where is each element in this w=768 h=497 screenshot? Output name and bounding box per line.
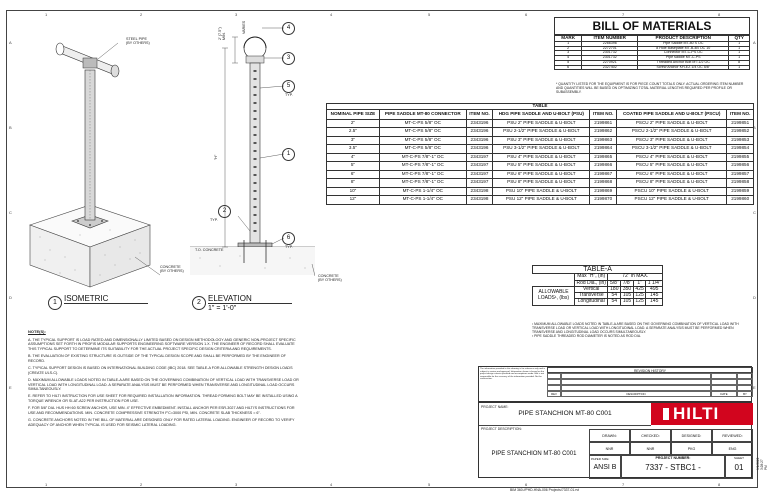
zone-left-A: A xyxy=(9,40,12,45)
table-cell: MT-C-PS 7/8"-1" OC xyxy=(379,179,466,188)
table-cell: 2343198 xyxy=(466,187,493,196)
table-a-direction: Vertical xyxy=(575,286,608,292)
zone-top-6: 6 xyxy=(525,12,528,17)
table-a xyxy=(532,265,663,306)
table-cell: PSU 3-1/2" PIPE SADDLE & U-BOLT xyxy=(493,145,590,154)
bom-cell: 5 xyxy=(555,60,582,65)
table-cell: 2199858 xyxy=(727,179,754,188)
elev-channel-post xyxy=(250,63,260,243)
signoff-role: CHECKED: xyxy=(630,429,671,442)
table-cell: 2199853 xyxy=(727,136,754,145)
iso-channel-post xyxy=(85,70,95,220)
callout-2: 2 xyxy=(218,205,231,218)
typ-label-6: TYP. xyxy=(285,245,293,249)
table-cell: 2343197 xyxy=(466,179,493,188)
table-cell: 2343197 xyxy=(466,170,493,179)
bom-cell: 2301732 xyxy=(582,56,638,61)
zone-bottom-6: 6 xyxy=(525,482,528,487)
disclaimer: The information provided in this drawing is for reference only and is subject to review and approval. Information shown is based on the project design criteria specified and assumptions made. Hilti is not responsible for the accuracy of the information provided. Not for construction. xyxy=(480,368,546,381)
table-a-value: 54 xyxy=(608,299,621,305)
revision-cell: DESCRIPTION xyxy=(561,391,711,397)
table-cell: 2199851 xyxy=(727,119,754,128)
table-a-value: 495 xyxy=(646,286,663,292)
signoff-initials: NNR xyxy=(630,442,671,455)
bom-cell: 1 xyxy=(729,51,750,56)
file-path: BIM 360://PHD-HNA-006 Projects/7337-01.rvt xyxy=(510,488,579,492)
zone-right-A: A xyxy=(753,40,756,45)
signoff-initials: NNR xyxy=(589,442,630,455)
zone-bottom-3: 3 xyxy=(235,482,238,487)
table-cell: PSCU 2" PIPE SADDLE & U-BOLT xyxy=(617,119,727,128)
bom-cell: Connector MT-C-PS OC xyxy=(638,51,729,56)
revision-row xyxy=(547,391,753,397)
zone-bottom-7: 7 xyxy=(622,482,625,487)
to-concrete-label: T.O. CONCRETE xyxy=(195,248,224,252)
table-cell: PSCU 5" PIPE SADDLE & U-BOLT xyxy=(617,162,727,171)
callout-6: 6 xyxy=(282,232,295,245)
table-row xyxy=(327,170,754,179)
table-row xyxy=(327,196,754,205)
paper-size-label: PAPER SIZE: xyxy=(591,457,610,461)
table-a-value: 145 xyxy=(646,299,663,305)
table-cell: 2343197 xyxy=(466,162,493,171)
bom-cell: 1 xyxy=(729,56,750,61)
table-header-cell: ITEM NO. xyxy=(466,109,493,119)
table-cell: 2199860 xyxy=(727,196,754,205)
table-cell: PSU 4" PIPE SADDLE & U-BOLT xyxy=(493,153,590,162)
table-header-cell: NOMINAL PIPE SIZE xyxy=(327,109,380,119)
table-header-cell: ITEM NO. xyxy=(727,109,754,119)
table-title: TABLE xyxy=(327,104,754,110)
table-cell: 3" xyxy=(327,136,380,145)
table-row xyxy=(327,153,754,162)
project-name: PIPE STANCHION MT-80 C001 xyxy=(518,410,612,417)
callout-5: 5 xyxy=(282,80,295,93)
note-item: F. FOR 5/8" DIA. HUS HH 60 SCREW ANCHOR, USE MIN. 4" EFFECTIVE EMBEDMENT. INSTALL ANCHOR PER ESR-3027 AND HILTI'S INSTRUCTIONS FOR USE AND RECOMMENDATIONS. MIN. CONCRETE COMPRESSIVE STRENGTH F'C=3000 PSI, MIN. CONCRETE SLAB THICKNESS = 6". xyxy=(28,406,295,415)
project-number: 7337 - STBC1 - xyxy=(645,463,701,472)
bom-cell: 2 xyxy=(555,46,582,51)
table-cell: 2199862 xyxy=(590,128,617,137)
signoff-initials: ENG xyxy=(712,442,753,455)
view-title-elevation: ELEVATION xyxy=(208,294,292,304)
table-cell: PSU 8" PIPE SADDLE & U-BOLT xyxy=(493,179,590,188)
table-cell: 2343197 xyxy=(466,153,493,162)
table-a-value: 350 xyxy=(621,286,634,292)
table-cell: 4" xyxy=(327,153,380,162)
table-cell: 2199854 xyxy=(727,145,754,154)
table-cell: PSCU 3-1/2" PIPE SADDLE & U-BOLT xyxy=(617,145,727,154)
table-cell: 2199863 xyxy=(590,136,617,145)
zone-top-3: 3 xyxy=(235,12,238,17)
bom-cell: 2270921 xyxy=(582,60,638,65)
note-item: E. REFER TO HILTI INSTRUCTION FOR USE SHEET FOR REQUIRED INSTALLATION INFORMATION. THREAD FORMING BOLT MAY BE INSTALLED USING A TORQUE WRENCH OR SI-AT-A22 PER INSTRUCTION FOR USE. xyxy=(28,394,298,403)
zone-top-8: 8 xyxy=(718,12,721,17)
table-cell: 2" xyxy=(327,119,380,128)
bom-cell: 1 xyxy=(555,41,582,46)
signoff-grid xyxy=(589,429,753,455)
note-item: D. MAXIMUM ALLOWABLE LOADS NOTED IN TABLE-A ARE BASED ON THE GOVERNING COMBINATION OF VERTICAL LOAD WITH TRANSVERSE LOAD OR VERTICAL LOAD WITH LONGITUDINAL LOAD. A SEPARATE ANALYSIS MUST BE PERFORMED WHEN TRANSVERSE AND LONGITUDINAL LOAD OCCURS SIMULTANEOUSLY. xyxy=(28,378,299,391)
revision-table xyxy=(547,373,753,397)
bom-cell: 1 xyxy=(729,65,750,70)
table-cell: 12" xyxy=(327,196,380,205)
table-cell: 2199861 xyxy=(590,119,617,128)
hilti-logo xyxy=(651,403,753,425)
table-a-value: 125 xyxy=(635,298,644,305)
signoff-role: REVIEWED: xyxy=(712,429,753,442)
table-header-cell: ITEM NO. xyxy=(590,109,617,119)
bom-header-cell: MARK xyxy=(555,36,582,42)
title-block-main xyxy=(478,402,752,478)
note-item: C. TYPICAL SUPPORT DESIGN IS BASED ON INTERNATIONAL BUILDING CODE (IBC) 2018. SEE TABLE-A FOR ALLOWABLE STRENGTH DESIGN LOADS (CREATE ULS-C). xyxy=(28,366,293,375)
table-a-rod-size: 7/8" xyxy=(622,279,632,286)
bom-cell: Pipe saddle MT-C-PS xyxy=(638,56,729,61)
bom-cell: 2266396 xyxy=(582,41,638,46)
zone-left-E: E xyxy=(9,385,12,390)
table-cell: 2.5" xyxy=(327,128,380,137)
table-cell: PSU 10" PIPE SADDLE & U-BOLT xyxy=(493,187,590,196)
table-cell: PSU 5" PIPE SADDLE & U-BOLT xyxy=(493,162,590,171)
signoff-role: DRAWN: xyxy=(589,429,630,442)
table-header-row xyxy=(327,109,754,119)
table-cell: MT-C-PS 7/8"-1" OC xyxy=(379,162,466,171)
bom-cell: 8 Hole Baseplate MT-B-4B OC 10 xyxy=(638,46,729,51)
table-cell: 2199866 xyxy=(590,162,617,171)
bom-cell: 8 xyxy=(729,60,750,65)
view-number-isometric: 1 xyxy=(48,296,62,310)
table-a-value: 425 xyxy=(635,285,644,292)
revision-cell: BY xyxy=(737,391,753,397)
bom-title: BILL OF MATERIALS xyxy=(554,17,750,35)
project-description-label: PROJECT DESCRIPTION: xyxy=(481,427,522,431)
dim-top-label: 2' (7.5") MIN. xyxy=(218,27,227,40)
table-a-value: 180 xyxy=(608,286,621,292)
table-cell: 6" xyxy=(327,170,380,179)
project-description: PIPE STANCHION MT-80 C001 xyxy=(491,451,577,457)
table-header-cell: HDG PIPE SADDLE AND U-BOLT (PSU) xyxy=(493,109,590,119)
bom-cell: 4 xyxy=(555,56,582,61)
concrete-label-elev: CONCRETE (BY OTHERS) xyxy=(318,274,342,283)
isometric-view xyxy=(20,25,170,300)
table-header-cell: COATED PIPE SADDLE AND U-BOLT (PSCU) xyxy=(617,109,727,119)
table-cell: PSU 12" PIPE SADDLE & U-BOLT xyxy=(493,196,590,205)
view-scale-elevation: 1" = 1'-0" xyxy=(208,305,237,312)
table-cell: MT-C-PS 5/8" OC xyxy=(379,119,466,128)
table-cell: 2343196 xyxy=(466,119,493,128)
table-a-rod-size: 1 1/4" xyxy=(647,279,661,286)
note-item: B. THE EVALUATION OF EXISTING STRUCTURE IS OUTSIDE OF THE TYPICAL DESIGN SCOPE AND SHALL BE PERFORMED BY THE ENGINEER OF RECORD. xyxy=(28,354,286,363)
revision-history-heading: REVISION HISTORY xyxy=(547,367,753,373)
dim-h-label: "H" xyxy=(214,154,218,160)
table-row xyxy=(327,179,754,188)
table-cell: 2199869 xyxy=(590,187,617,196)
table-a-rod-size: 5/8" xyxy=(609,279,619,286)
bom-cell: 6 xyxy=(555,65,582,70)
zone-bottom-1: 1 xyxy=(45,482,48,487)
table-cell: PSU 6" PIPE SADDLE & U-BOLT xyxy=(493,170,590,179)
table-cell: PSCU 8" PIPE SADDLE & U-BOLT xyxy=(617,179,727,188)
zone-right-E: E xyxy=(753,385,756,390)
table-row xyxy=(327,119,754,128)
bom-note: * QUANTITY LISTED FOR THE EQUIPMENT IS FOR PIECE COUNT TOTALS ONLY. ACTUAL ORDERING ITEM NUMBER AND QUANTITIES WILL BE BASED ON OPTIMIZING TOTAL MATERIAL LENGTHS REQUIRED PER PROFILE OR SUBASSEMBLY. xyxy=(556,82,744,95)
table-cell: MT-C-PS 1-1/4" OC xyxy=(379,187,466,196)
side-stamp: 9/1/2022 3:28:27 PM xyxy=(756,457,768,470)
table-row xyxy=(327,162,754,171)
view-title-isometric: ISOMETRIC xyxy=(64,294,148,304)
bom-cell: Screw Anchor KH-EZ 1/4 OC 5/8" xyxy=(638,65,729,70)
table-header-cell: PIPE SADDLE MT-80 CONNECTOR xyxy=(379,109,466,119)
note-item: A. THE TYPICAL SUPPORT IS LOAD RATED AND DIMENSIONALLY LIMITED BASED ON DESIGN METHODOLOGY AND GENERIC NON-PROJECT SPECIFIC ASSUMPTIONS SET FORTH IN PROFIS MODULAR SUPPORTS ENGINEERING SOFTWARE VERSION 1.X. THE ENGINEER OF RECORD SHALL EVALUATE THIS TYPICAL SUPPORT TO DETERMINE ITS SUITABILITY FOR THE ACTUAL PROJECT SPECIFIC DESIGN CRITERIA AND REQUIREMENTS. xyxy=(28,338,296,351)
table-cell: MT-C-PS 5/8" OC xyxy=(379,136,466,145)
zone-top-4: 4 xyxy=(330,12,333,17)
zone-top-5: 5 xyxy=(428,12,431,17)
paper-size-cell xyxy=(589,455,621,479)
project-name-label: PROJECT NAME: xyxy=(481,405,509,409)
table-a-value: 105 xyxy=(621,293,634,299)
view-number-elevation: 2 xyxy=(192,296,206,310)
table-cell: PSCU 10" PIPE SADDLE & U-BOLT xyxy=(617,187,727,196)
signoff-role: DESIGNED: xyxy=(671,429,712,442)
paper-size-value: ANSI B xyxy=(593,464,617,471)
bom-cell: 1 xyxy=(729,41,750,46)
table-cell: 2343196 xyxy=(466,136,493,145)
table-cell: 2199864 xyxy=(590,145,617,154)
callout-1: 1 xyxy=(282,148,295,161)
zone-right-B: B xyxy=(753,125,756,130)
table-a-maxh-value: 72" in MAX. xyxy=(608,274,663,280)
bom-cell: 1 xyxy=(729,46,750,51)
table-a-direction: Transverse xyxy=(575,293,608,299)
bom-cell: 2327402 xyxy=(582,65,638,70)
pipe-saddle-table xyxy=(326,103,754,205)
table-cell: 2343196 xyxy=(466,145,493,154)
table-a-value: 145 xyxy=(646,293,663,299)
steel-pipe-label: STEEL PIPE (BY OTHERS) xyxy=(126,37,150,46)
zone-top-7: 7 xyxy=(622,12,625,17)
zone-top-1: 1 xyxy=(45,12,48,17)
table-a-note: ¹ MAXIMUM ALLOWABLE LOADS NOTED IN TABLE-A ARE BASED ON THE GOVERNING COMBINATION OF VERTICAL LOAD WITH TRANSVERSE LOAD OR VERTICAL LOAD WITH LONGITUDINAL LOAD. A SEPARATE ANALYSIS MUST BE PERFORMED WHEN TRANSVERSE AND LONGITUDINAL LOAD OCCURS SIMULTANEOUSLY. ² PIPE SADDLE THREADED ROD DIAMETER IS NOTED AS ROD DIA. xyxy=(532,322,739,339)
table-cell: PSCU 12" PIPE SADDLE & U-BOLT xyxy=(617,196,727,205)
table-cell: MT-C-PS 5/8" OC xyxy=(379,145,466,154)
table-cell: 2199865 xyxy=(590,153,617,162)
table-row xyxy=(327,145,754,154)
table-cell: 2199859 xyxy=(727,187,754,196)
bom-row xyxy=(555,65,750,70)
revision-cell: DATE xyxy=(711,391,737,397)
bom-cell: 2272701 xyxy=(582,46,638,51)
notes-heading: NOTE(S): xyxy=(28,329,46,334)
table-cell: 3.5" xyxy=(327,145,380,154)
sheet-label: SHEET xyxy=(733,456,744,460)
table-a-value: 105 xyxy=(621,299,634,305)
note-item: G. CONCRETE ANCHORS NOTED IN THE BILL OF MATERIAL ARE DESIGNED ONLY FOR RATED LATERAL LOADING. ENGINEER OF RECORD TO VERIFY ADEQUACY OF ANCHOR WHEN TYPICAL IS USED FOR SEISMIC LATERAL LOADING. xyxy=(28,418,295,427)
bom-cell: Threaded Anchor Bolt M?-1/2 OC xyxy=(638,60,729,65)
table-cell: MT-C-PS 5/8" OC xyxy=(379,128,466,137)
elev-baseplate xyxy=(238,243,272,247)
zone-left-C: C xyxy=(9,210,12,215)
table-a-value: 54 xyxy=(608,293,621,299)
bom-cell: Pipe Saddle MT-80 S OC xyxy=(638,41,729,46)
table-a-rod-label: Rod Dia., (in) xyxy=(576,279,606,286)
table-a-rod-size: 1" xyxy=(633,280,645,286)
sheet-number: 01 xyxy=(734,463,744,472)
table-cell: 2343196 xyxy=(466,128,493,137)
zone-right-D: D xyxy=(753,295,756,300)
table-cell: 8" xyxy=(327,179,380,188)
iso-pipe-leader xyxy=(98,43,118,59)
zone-bottom-5: 5 xyxy=(428,482,431,487)
zone-top-2: 2 xyxy=(140,12,143,17)
table-cell: 2199870 xyxy=(590,196,617,205)
table-row xyxy=(327,128,754,137)
zone-right-C: C xyxy=(753,210,756,215)
table-row xyxy=(327,136,754,145)
bom-header-cell: PRODUCT DESCRIPTION xyxy=(638,36,729,42)
table-cell: PSCU 3" PIPE SADDLE & U-BOLT xyxy=(617,136,727,145)
notes-list xyxy=(28,338,303,430)
project-number-label: PROJECT NUMBER: xyxy=(655,456,691,460)
table-cell: 2343198 xyxy=(466,196,493,205)
table-cell: PSCU 2-1/2" PIPE SADDLE & U-BOLT xyxy=(617,128,727,137)
bom-cell: 2301732 xyxy=(582,51,638,56)
table-cell: MT-C-PS 1-1/4" OC xyxy=(379,196,466,205)
table-cell: MT-C-PS 7/8"-1" OC xyxy=(379,153,466,162)
table-row xyxy=(327,187,754,196)
table-a-loads-label: ALLOWABLE LOADS¹, (lbs) xyxy=(533,286,575,305)
zone-left-D: D xyxy=(9,295,12,300)
signoff-initials: PKG xyxy=(671,442,712,455)
table-cell: 2199852 xyxy=(727,128,754,137)
table-cell: 2199868 xyxy=(590,179,617,188)
hilti-wordmark: HILTI xyxy=(673,404,720,423)
zone-left-B: B xyxy=(9,125,12,130)
elev-dimension-top xyxy=(232,37,238,63)
table-a-title: TABLE-A xyxy=(533,266,663,274)
typ-label-2: TYP. xyxy=(210,218,218,222)
callout-4: 4 xyxy=(282,22,295,35)
table-cell: PSU 2-1/2" PIPE SADDLE & U-BOLT xyxy=(493,128,590,137)
table-cell: 2199857 xyxy=(727,170,754,179)
table-cell: 2199855 xyxy=(727,153,754,162)
typ-label-5: TYP. xyxy=(285,93,293,97)
table-cell: 5" xyxy=(327,162,380,171)
table-a-value: 125 xyxy=(635,292,644,299)
table-cell: PSU 3" PIPE SADDLE & U-BOLT xyxy=(493,136,590,145)
table-cell: 2199856 xyxy=(727,162,754,171)
table-cell: PSCU 4" PIPE SADDLE & U-BOLT xyxy=(617,153,727,162)
bom-cell: 3 xyxy=(555,51,582,56)
title-block-top xyxy=(478,366,752,402)
bom-header-cell: ITEM NUMBER xyxy=(582,36,638,42)
zone-bottom-4: 4 xyxy=(330,482,333,487)
sheet-cell xyxy=(725,455,753,479)
callout-3: 3 xyxy=(282,52,295,65)
concrete-label-iso: CONCRETE (BY OTHERS) xyxy=(160,265,184,274)
project-number-cell xyxy=(621,455,725,479)
table-cell: PSU 2" PIPE SADDLE & U-BOLT xyxy=(493,119,590,128)
table-a-direction: Longitudinal xyxy=(575,299,608,305)
table-cell: 2199867 xyxy=(590,170,617,179)
bill-of-materials-table xyxy=(554,35,750,70)
table-cell: 10" xyxy=(327,187,380,196)
varies-label: VARIES xyxy=(242,20,246,34)
table-a-maxh-label: Max "H", (in) xyxy=(575,274,608,280)
bom-header-cell: QTY xyxy=(729,36,750,42)
table-cell: PSCU 6" PIPE SADDLE & U-BOLT xyxy=(617,170,727,179)
table-cell: MT-C-PS 7/8"-1" OC xyxy=(379,170,466,179)
revision-cell: REV xyxy=(547,391,561,397)
zone-bottom-2: 2 xyxy=(140,482,143,487)
zone-bottom-8: 8 xyxy=(718,482,721,487)
elev-pipe xyxy=(244,37,266,63)
